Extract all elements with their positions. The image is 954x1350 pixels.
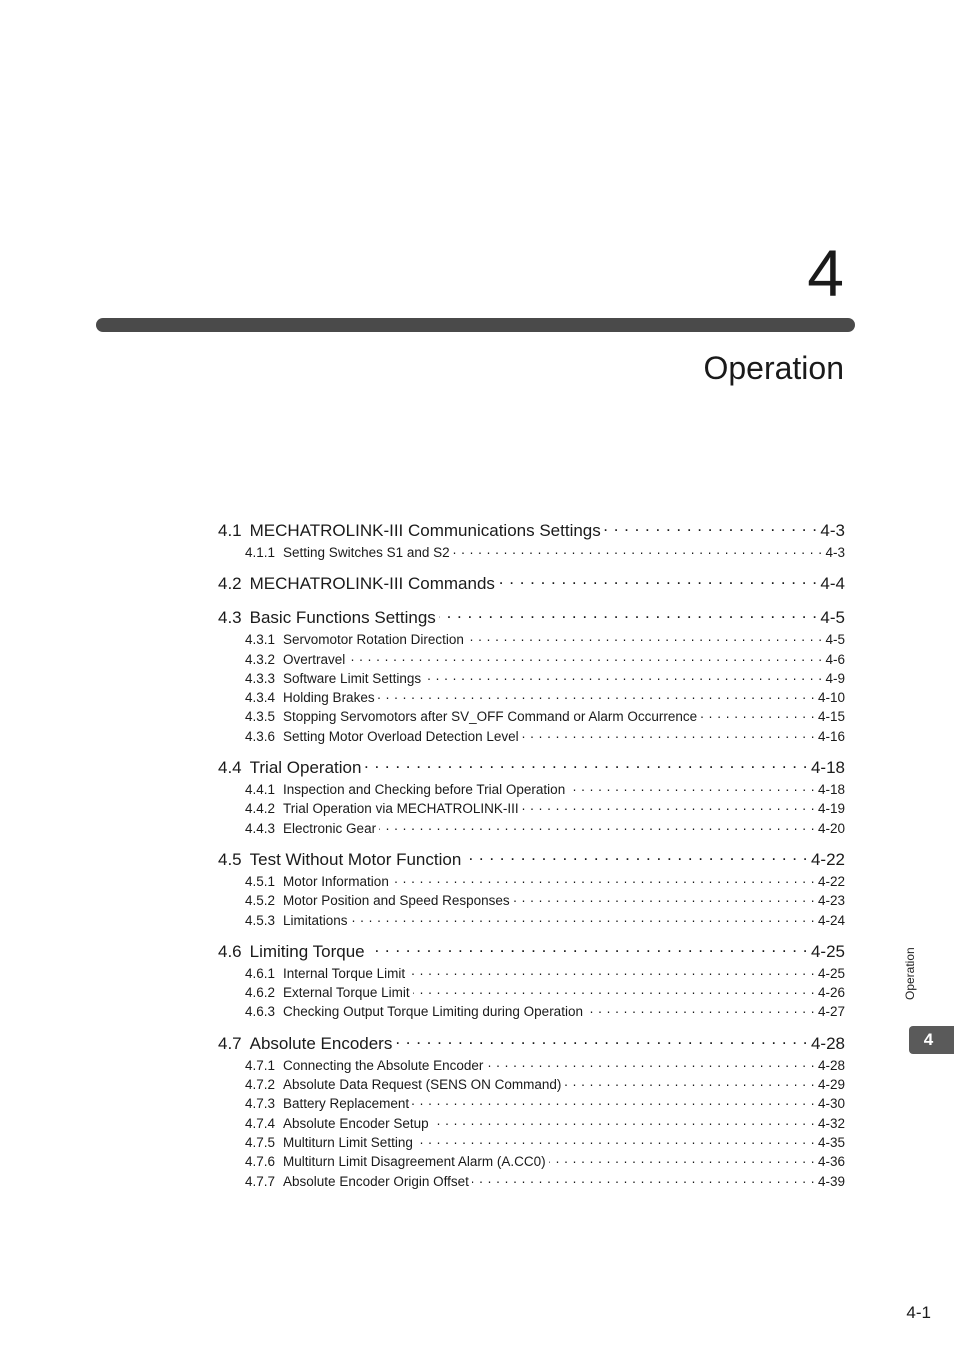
toc-entry-page: 4-24 bbox=[817, 912, 845, 928]
toc-entry-number: 4.7.7 bbox=[245, 1173, 276, 1189]
toc-subsection-entry[interactable] bbox=[218, 963, 845, 982]
toc-entry-number: 4.5.3 bbox=[245, 912, 276, 928]
toc-entry-number: 4.5 bbox=[218, 849, 242, 869]
toc-entry-number: 4.1 bbox=[218, 521, 242, 540]
toc-section-entry[interactable] bbox=[218, 1029, 845, 1055]
toc-entry-number: 4.4.2 bbox=[245, 801, 276, 817]
toc-entry-number: 4.3 bbox=[218, 608, 242, 628]
toc-entry-number: 4.6.2 bbox=[245, 985, 276, 1001]
toc-entry-page: 4-5 bbox=[825, 632, 845, 648]
toc-entry-number: 4.7.3 bbox=[245, 1096, 276, 1112]
toc-entry-page: 4-9 bbox=[825, 670, 845, 686]
toc-entry-page: 4-39 bbox=[817, 1173, 845, 1189]
chapter-divider-bar bbox=[96, 318, 855, 332]
toc-entry-page: 4-16 bbox=[817, 728, 845, 744]
toc-entry-number: 4.7.4 bbox=[245, 1115, 276, 1131]
toc-leader-dots bbox=[464, 845, 808, 865]
toc-entry-number: 4.3.5 bbox=[245, 709, 276, 725]
toc-entry-title: Stopping Servomotors after SV_OFF Command or Alarm Occurrence bbox=[283, 709, 698, 725]
toc-entry-number: 4.4.3 bbox=[245, 820, 276, 836]
table-of-contents bbox=[218, 516, 845, 1198]
toc-entry-number: 4.3.3 bbox=[245, 670, 276, 686]
toc-leader-dots bbox=[413, 982, 815, 997]
toc-entry-number: 4.6.3 bbox=[245, 1004, 276, 1020]
toc-entry-number: 4.4.1 bbox=[245, 782, 276, 798]
toc-subsection-entry[interactable] bbox=[218, 1055, 845, 1074]
toc-leader-dots bbox=[412, 1093, 815, 1108]
toc-entry-page: 4-36 bbox=[817, 1154, 845, 1170]
toc-leader-dots bbox=[453, 542, 823, 557]
toc-subsection-entry[interactable] bbox=[218, 1132, 845, 1151]
toc-entry-page: 4-25 bbox=[817, 965, 845, 981]
toc-entry-page: 4-28 bbox=[817, 1057, 845, 1073]
toc-subsection-entry[interactable] bbox=[218, 706, 845, 725]
toc-entry-title: Checking Output Torque Limiting during Operation bbox=[283, 1004, 583, 1020]
toc-entry-page: 4-3 bbox=[820, 521, 845, 540]
toc-leader-dots bbox=[379, 818, 815, 833]
toc-entry-title: Absolute Data Request (SENS ON Command) bbox=[283, 1077, 562, 1093]
toc-subsection-entry[interactable] bbox=[218, 1113, 845, 1132]
toc-entry-title: MECHATROLINK-III Commands bbox=[249, 574, 495, 594]
toc-subsection-entry[interactable] bbox=[218, 649, 845, 668]
side-tab-label: Operation bbox=[903, 947, 917, 1000]
toc-entry-page: 4-23 bbox=[817, 893, 845, 909]
toc-entry-title: Limitations bbox=[283, 912, 348, 928]
toc-leader-dots bbox=[378, 687, 815, 702]
toc-entry-number: 4.3.6 bbox=[245, 728, 276, 744]
toc-entry-page: 4-18 bbox=[810, 758, 845, 778]
toc-entry-title: Inspection and Checking before Trial Operation bbox=[283, 782, 566, 798]
toc-leader-dots bbox=[432, 1113, 815, 1128]
toc-entry-title: MECHATROLINK-III Communications Settings bbox=[249, 521, 601, 540]
toc-subsection-entry[interactable] bbox=[218, 1001, 845, 1020]
toc-entry-title: Electronic Gear bbox=[283, 820, 377, 836]
toc-subsection-entry[interactable] bbox=[218, 542, 845, 561]
toc-leader-dots bbox=[498, 569, 818, 589]
toc-subsection-entry[interactable] bbox=[218, 1171, 845, 1190]
toc-leader-dots bbox=[522, 726, 815, 741]
toc-entry-number: 4.6 bbox=[218, 941, 242, 961]
toc-subsection-entry[interactable] bbox=[218, 1151, 845, 1170]
toc-leader-dots bbox=[700, 706, 815, 721]
toc-section bbox=[218, 753, 845, 837]
toc-entry-title: Trial Operation via MECHATROLINK-III bbox=[283, 801, 519, 817]
chapter-number: 4 bbox=[807, 236, 844, 310]
page-number: 4-1 bbox=[906, 1303, 931, 1322]
toc-section-entry[interactable] bbox=[218, 603, 845, 629]
toc-section bbox=[218, 603, 845, 745]
toc-subsection-entry[interactable] bbox=[218, 818, 845, 837]
toc-entry-page: 4-19 bbox=[817, 801, 845, 817]
toc-subsection-entry[interactable] bbox=[218, 910, 845, 929]
toc-entry-title: Absolute Encoder Origin Offset bbox=[283, 1173, 469, 1189]
toc-entry-title: Basic Functions Settings bbox=[249, 608, 436, 628]
toc-entry-number: 4.7.6 bbox=[245, 1154, 276, 1170]
toc-entry-page: 4-20 bbox=[817, 820, 845, 836]
toc-entry-title: Setting Motor Overload Detection Level bbox=[283, 728, 519, 744]
toc-entry-page: 4-32 bbox=[817, 1115, 845, 1131]
toc-entry-page: 4-3 bbox=[825, 545, 845, 560]
toc-entry-number: 4.7 bbox=[218, 1033, 242, 1053]
toc-subsection-entry[interactable] bbox=[218, 687, 845, 706]
toc-entry-page: 4-29 bbox=[817, 1077, 845, 1093]
toc-leader-dots bbox=[439, 603, 818, 623]
toc-leader-dots bbox=[424, 668, 822, 683]
toc-leader-dots bbox=[604, 516, 818, 536]
toc-entry-title: Absolute Encoders bbox=[249, 1033, 393, 1053]
toc-entry-page: 4-15 bbox=[817, 709, 845, 725]
toc-section bbox=[218, 516, 845, 561]
toc-entry-title: Connecting the Absolute Encoder bbox=[283, 1057, 484, 1073]
toc-entry-number: 4.5.2 bbox=[245, 893, 276, 909]
toc-entry-title: Servomotor Rotation Direction bbox=[283, 632, 464, 648]
toc-leader-dots bbox=[564, 1074, 815, 1089]
toc-entry-number: 4.5.1 bbox=[245, 873, 276, 889]
toc-entry-page: 4-26 bbox=[817, 985, 845, 1001]
chapter-title: Operation bbox=[703, 350, 844, 386]
toc-section bbox=[218, 569, 845, 595]
toc-leader-dots bbox=[586, 1001, 815, 1016]
toc-entry-number: 4.7.1 bbox=[245, 1057, 276, 1073]
toc-entry-page: 4-30 bbox=[817, 1096, 845, 1112]
toc-entry-number: 4.3.2 bbox=[245, 651, 276, 667]
toc-subsection-entry[interactable] bbox=[218, 668, 845, 687]
toc-leader-dots bbox=[351, 910, 815, 925]
toc-entry-title: Motor Position and Speed Responses bbox=[283, 893, 510, 909]
toc-section bbox=[218, 937, 845, 1021]
toc-entry-page: 4-22 bbox=[817, 873, 845, 889]
toc-section-entry[interactable] bbox=[218, 569, 845, 595]
toc-entry-page: 4-25 bbox=[810, 941, 845, 961]
toc-entry-page: 4-35 bbox=[817, 1134, 845, 1150]
toc-entry-page: 4-27 bbox=[817, 1004, 845, 1020]
toc-entry-number: 4.4 bbox=[218, 758, 242, 778]
toc-entry-title: Software Limit Settings bbox=[283, 670, 422, 686]
toc-subsection-entry[interactable] bbox=[218, 871, 845, 890]
toc-leader-dots bbox=[522, 798, 815, 813]
toc-entry-title: Overtravel bbox=[283, 651, 346, 667]
toc-leader-dots bbox=[568, 779, 815, 794]
toc-section bbox=[218, 845, 845, 929]
toc-entry-number: 4.7.5 bbox=[245, 1134, 276, 1150]
toc-entry-number: 4.6.1 bbox=[245, 965, 276, 981]
toc-entry-title: Multiturn Limit Setting bbox=[283, 1134, 413, 1150]
toc-entry-page: 4-22 bbox=[810, 849, 845, 869]
toc-entry-page: 4-18 bbox=[817, 782, 845, 798]
toc-entry-number: 4.7.2 bbox=[245, 1077, 276, 1093]
toc-subsection-entry[interactable] bbox=[218, 982, 845, 1001]
toc-leader-dots bbox=[486, 1055, 815, 1070]
toc-entry-title: Test Without Motor Function bbox=[249, 849, 462, 869]
toc-entry-title: External Torque Limit bbox=[283, 985, 410, 1001]
toc-leader-dots bbox=[416, 1132, 815, 1147]
toc-entry-title: Motor Information bbox=[283, 873, 389, 889]
toc-subsection-entry[interactable] bbox=[218, 798, 845, 817]
toc-leader-dots bbox=[368, 937, 808, 957]
toc-leader-dots bbox=[392, 871, 815, 886]
toc-section-entry[interactable] bbox=[218, 845, 845, 871]
toc-entry-page: 4-6 bbox=[825, 651, 845, 667]
toc-subsection-entry[interactable] bbox=[218, 1093, 845, 1112]
toc-entry-number: 4.3.1 bbox=[245, 632, 276, 648]
toc-leader-dots bbox=[549, 1151, 815, 1166]
toc-entry-title: Setting Switches S1 and S2 bbox=[283, 545, 450, 560]
toc-subsection-entry[interactable] bbox=[218, 1074, 845, 1093]
toc-leader-dots bbox=[408, 963, 815, 978]
toc-leader-dots bbox=[467, 629, 823, 644]
toc-subsection-entry[interactable] bbox=[218, 779, 845, 798]
toc-leader-dots bbox=[364, 753, 808, 773]
toc-section-entry[interactable] bbox=[218, 753, 845, 779]
toc-subsection-entry[interactable] bbox=[218, 726, 845, 745]
toc-section bbox=[218, 1029, 845, 1190]
toc-leader-dots bbox=[513, 890, 815, 905]
toc-subsection-entry[interactable] bbox=[218, 629, 845, 648]
toc-entry-title: Limiting Torque bbox=[249, 941, 365, 961]
toc-entry-number: 4.3.4 bbox=[245, 690, 276, 706]
toc-entry-number: 4.1.1 bbox=[245, 545, 276, 560]
toc-leader-dots bbox=[395, 1029, 808, 1049]
toc-entry-title: Holding Brakes bbox=[283, 690, 375, 706]
toc-entry-page: 4-10 bbox=[817, 690, 845, 706]
toc-entry-page: 4-5 bbox=[820, 608, 845, 628]
side-tab-chapter-number[interactable]: 4 bbox=[909, 1026, 954, 1054]
toc-section-entry[interactable] bbox=[218, 516, 845, 542]
toc-entry-title: Absolute Encoder Setup bbox=[283, 1115, 429, 1131]
toc-leader-dots bbox=[472, 1171, 815, 1186]
toc-subsection-entry[interactable] bbox=[218, 890, 845, 909]
toc-entry-page: 4-4 bbox=[820, 574, 845, 594]
toc-entry-title: Trial Operation bbox=[249, 758, 362, 778]
toc-entry-number: 4.2 bbox=[218, 574, 242, 594]
toc-entry-title: Battery Replacement bbox=[283, 1096, 410, 1112]
toc-entry-title: Internal Torque Limit bbox=[283, 965, 406, 981]
toc-entry-page: 4-28 bbox=[810, 1033, 845, 1053]
toc-section-entry[interactable] bbox=[218, 937, 845, 963]
toc-entry-title: Multiturn Limit Disagreement Alarm (A.CC0) bbox=[283, 1154, 546, 1170]
toc-leader-dots bbox=[348, 649, 822, 664]
